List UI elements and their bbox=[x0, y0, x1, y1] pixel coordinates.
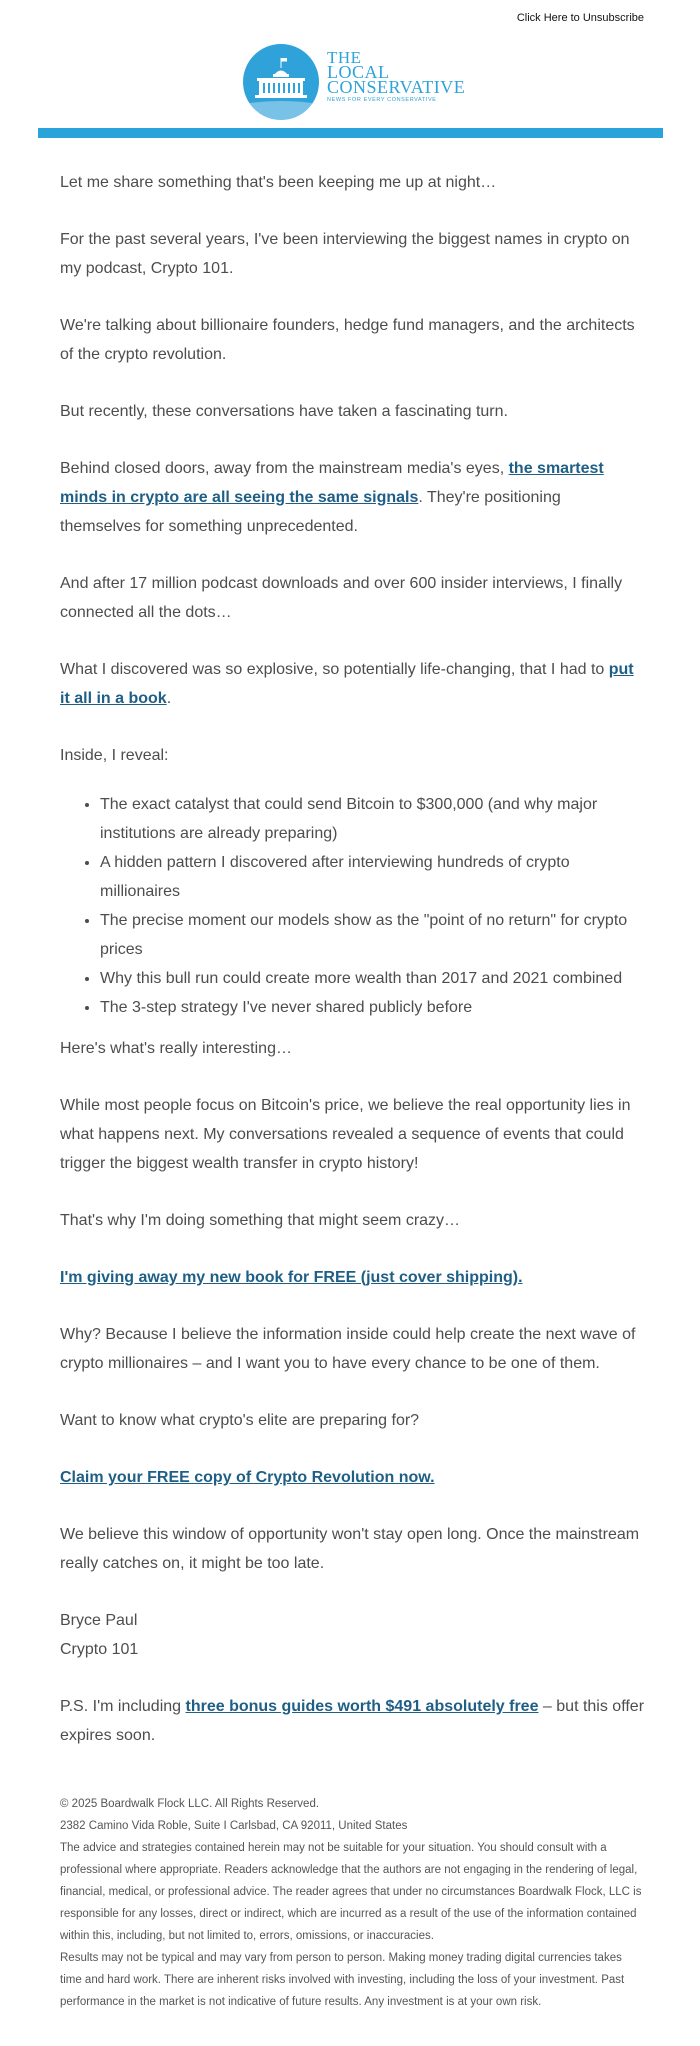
paragraph: We're talking about billionaire founders, hedge fund managers, and the architects of the crypto revolution. bbox=[60, 317, 635, 363]
email-body bbox=[60, 168, 645, 1778]
list-item: • The exact catalyst that could send Bitcoin to $300,000 (and why major institutions are already preparing) bbox=[100, 790, 645, 848]
list-item: • A hidden pattern I discovered after interviewing hundreds of crypto millionaires bbox=[100, 848, 645, 906]
list-item: • Why this bull run could create more wealth than 2017 and 2021 combined bbox=[100, 964, 645, 993]
bonus-guides-link[interactable]: three bonus guides worth $491 absolutely free bbox=[185, 1698, 539, 1715]
smartest-minds-link[interactable]: the smartest minds in crypto are all seeing the same signals bbox=[60, 460, 604, 506]
paragraph: Inside, I reveal: bbox=[60, 747, 169, 764]
header-divider bbox=[38, 128, 663, 138]
reveal-list bbox=[60, 790, 645, 1022]
paragraph: We believe this window of opportunity won't stay open long. Once the mainstream really catches on, it might be too late. bbox=[60, 1526, 640, 1572]
paragraph bbox=[60, 655, 645, 713]
brand-logo[interactable] bbox=[243, 44, 473, 122]
footer-address: 2382 Camino Vida Roble, Suite I Carlsbad, CA 92011, United States bbox=[60, 1820, 408, 1832]
paragraph: And after 17 million podcast downloads and over 600 insider interviews, I finally connected all the dots… bbox=[60, 575, 623, 621]
paragraph-text: What I discovered was so explosive, so potentially life-changing, that I had to bbox=[60, 661, 609, 678]
logo-wordmark bbox=[327, 50, 465, 103]
footer-disclaimer: The advice and strategies contained herein may not be suitable for your situation. You should consult with a professional where appropriate. Readers acknowledge that the authors are not engaging in the rendering of legal, financial, medical, or professional advice. The reader agrees that under no circumstances Boardwalk Flock, LLC is responsible for any losses, direct or indirect, which are incurred as a result of the use of the information contained within this, including, but not limited to, errors, omissions, or inaccuracies. bbox=[60, 1842, 642, 1942]
list-item: • The precise moment our models show as the "point of no return" for crypto prices bbox=[100, 906, 645, 964]
paragraph: That's why I'm doing something that might seem crazy… bbox=[60, 1212, 461, 1229]
paragraph-text: – but this offer expires soon. bbox=[60, 1698, 645, 1744]
logo-line-2: LOCAL bbox=[327, 62, 390, 82]
signature bbox=[60, 1606, 645, 1664]
footer-copyright: © 2025 Boardwalk Flock LLC. All Rights Reserved. bbox=[60, 1798, 320, 1810]
top-bar bbox=[0, 0, 700, 40]
white-house-icon bbox=[243, 44, 319, 120]
paragraph: Want to know what crypto's elite are preparing for? bbox=[60, 1412, 420, 1429]
book-link[interactable]: put it all in a book bbox=[60, 661, 634, 707]
paragraph-text: P.S. I'm including bbox=[60, 1698, 186, 1715]
paragraph-text: . They're positioning themselves for something unprecedented. bbox=[60, 489, 561, 535]
unsubscribe-link[interactable]: Click Here to Unsubscribe bbox=[516, 12, 644, 24]
paragraph bbox=[60, 1463, 645, 1492]
paragraph-text: Behind closed doors, away from the mainstream media's eyes, bbox=[60, 460, 509, 477]
postscript bbox=[60, 1692, 645, 1750]
signature-name: Bryce Paul bbox=[60, 1612, 138, 1629]
header bbox=[0, 40, 700, 128]
footer bbox=[60, 1793, 645, 2013]
paragraph: While most people focus on Bitcoin's price, we believe the real opportunity lies in what happens next. My conversations revealed a sequence of events that could trigger the biggest wealth transfer in crypto history! bbox=[60, 1097, 631, 1172]
logo-tagline: NEWS FOR EVERY CONSERVATIVE bbox=[327, 97, 437, 103]
paragraph bbox=[60, 454, 645, 541]
paragraph: Here's what's really interesting… bbox=[60, 1040, 292, 1057]
paragraph: Let me share something that's been keeping me up at night… bbox=[60, 174, 497, 191]
logo-line-3: CONSERVATIVE bbox=[327, 77, 466, 97]
paragraph: Why? Because I believe the information inside could help create the next wave of crypto millionaires – and I want you to have every chance to be one of them. bbox=[60, 1326, 636, 1372]
paragraph bbox=[60, 1263, 645, 1292]
logo-line-1: THE bbox=[327, 48, 362, 67]
paragraph-text: . bbox=[166, 690, 172, 707]
signature-org: Crypto 101 bbox=[60, 1641, 139, 1658]
paragraph: But recently, these conversations have taken a fascinating turn. bbox=[60, 403, 508, 420]
list-item: • The 3-step strategy I've never shared publicly before bbox=[100, 993, 645, 1022]
footer-disclaimer: Results may not be typical and may vary from person to person. Making money trading digital currencies takes time and hard work. There are inherent risks involved with investing, including the loss of your investment. Past performance in the market is not indicative of future results. Any investment is at your own risk. bbox=[60, 1952, 625, 2008]
free-book-cta-link[interactable]: I'm giving away my new book for FREE (just cover shipping). bbox=[60, 1269, 523, 1286]
paragraph: For the past several years, I've been interviewing the biggest names in crypto on my podcast, Crypto 101. bbox=[60, 231, 630, 277]
claim-copy-cta-link[interactable]: Claim your FREE copy of Crypto Revolution now. bbox=[60, 1469, 435, 1486]
